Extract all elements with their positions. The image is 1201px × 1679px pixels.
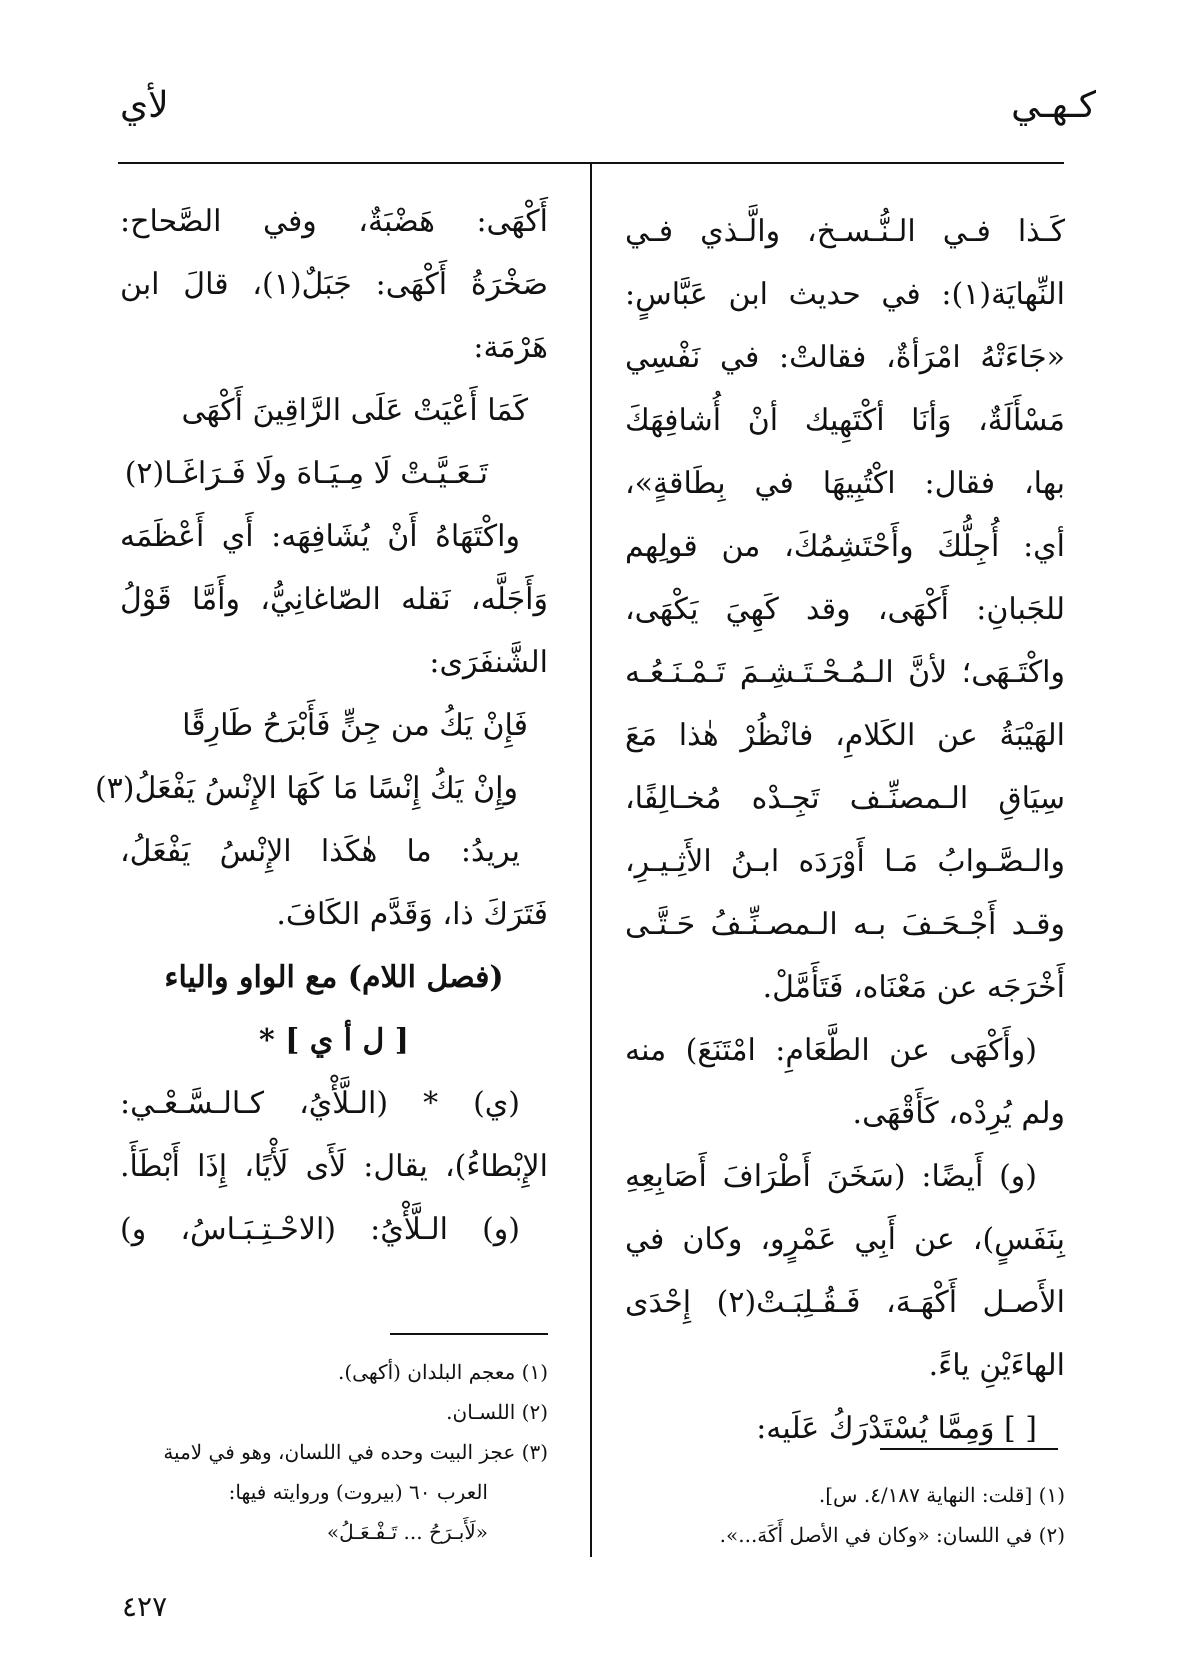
- footnote-rule: [390, 1333, 548, 1335]
- text-line: بِنَفَسٍ)، عن أَبِي عَمْرٍو، وكان في: [625, 1222, 1065, 1257]
- text-line: الشَّنفَرَى:: [429, 645, 548, 680]
- text-line: (وأَكْهَى عن الطَّعَامِ: امْتَنَعَ) منه: [625, 1033, 1037, 1068]
- text-line: أَكْهَى: هَضْبَةٌ، وفي الصَّحاح:: [120, 204, 548, 239]
- text-line: أي: أُجِلُّكَ وأَحْتَشِمُكَ، من قولِهم: [625, 529, 1065, 564]
- text-line: [ ] وَمِمَّا يُسْتَدْرَكُ عَلَيه:: [756, 1411, 1037, 1446]
- verse-hemistich: فَإِنْ يَكُ من جِنٍّ فَأَبْرَحُ طَارِقًا: [182, 708, 528, 743]
- section-title: (فصل اللام) مع الواو والياء: [164, 960, 504, 995]
- text-line: ولم يُرِدْه، كَأَقْهَى.: [852, 1096, 1065, 1131]
- text-line: هَرْمَة:: [473, 330, 548, 365]
- footnote: (٢) اللسـان.: [446, 1400, 548, 1424]
- footnote-continuation: «لَأَبـرَحُ ... تَـفْـعَـلُ»: [326, 1520, 488, 1544]
- page-number: ٤٢٧: [122, 1590, 168, 1623]
- text-line: بها، فقال: اكْتُبِيهَا في بِطَاقةٍ»،: [625, 466, 1065, 501]
- verse-hemistich: تَـعَـيَّـتْ لَا مِـيَـاهَ ولَا فَـرَاغَـا(٢): [124, 456, 488, 491]
- header-entry-word-left: لأي: [120, 85, 169, 126]
- verse-hemistich: كَمَا أَعْيَتْ عَلَى الرَّاقِينَ أَكْهَى: [181, 393, 528, 428]
- footnotes-right: [625, 1475, 1065, 1555]
- footnote: (٣) عجز البيت وحده في اللسان، وهو في لامية: [163, 1440, 548, 1464]
- verse-hemistich: وإِنْ يَكُ إِنْسًا مَا كَهَا الإِنْسُ يَفْعَلُ(٣): [94, 771, 518, 806]
- text-line: واكْتَـهَى؛ لأنَّ الـمُـحْـتَـشِـمَ تَـمْـنَـعُـه: [625, 655, 1065, 690]
- left-column: [94, 190, 548, 1261]
- text-line: الهَيْبَةُ عن الكَلامِ، فانْظُرْ هٰذا مَعَ: [625, 718, 1065, 753]
- footnote-rule: [880, 1448, 1058, 1450]
- text-line: الإِبْطاءُ)، يقال: لَأَى لَأْيًا، إِذَا أَبْطَأَ.: [120, 1149, 548, 1184]
- column-divider: [590, 162, 592, 1557]
- text-line: وَأَجَلَّه، نَقله الصّاغانِيُّ، وأَمَّا قَوْلُ: [120, 582, 548, 617]
- text-line: (و) الـلَّأْيُ: (الاحْـتِـبَـاسُ، و): [120, 1212, 520, 1247]
- header-entry-word: كـهـي: [1011, 85, 1096, 126]
- text-line: فَتَرَكَ ذا، وَقَدَّم الكَافَ.: [276, 897, 548, 932]
- text-line: واكْتَهَاهُ أَنْ يُشَافِهَه: أَي أَعْظَمَه: [120, 519, 520, 554]
- text-line: الهاءَيْنِ ياءً.: [928, 1348, 1065, 1383]
- text-line: (و) أَيضًا: (سَخَنَ أَطْرَافَ أَصَابِعِهِ: [625, 1159, 1037, 1194]
- text-line: أَخْرَجَه عن مَعْنَاه، فَتَأَمَّلْ.: [762, 970, 1065, 1005]
- root-title: [ ل أ ي ] *: [259, 1023, 409, 1058]
- text-line: (ي) * (الـلَّأْيُ، كـالـسَّـعْـي:: [120, 1086, 520, 1121]
- text-line: مَسْأَلَةٌ، وَأنَا أكْتَهِيك أنْ أُشافِهَكَ: [625, 403, 1065, 438]
- text-line: النِّهايَة(١): في حديث ابن عَبَّاسٍ:: [625, 277, 1065, 312]
- text-line: وقـد أَجْـحَـفَ بـه الـمصـنِّـفُ حَـتَّـى: [625, 907, 1065, 942]
- footnotes-left: [120, 1352, 548, 1552]
- text-line: والـصَّـوابُ مَـا أَوْرَدَه ابـنُ الأَثِـيـرِ،: [625, 844, 1065, 879]
- text-line: الأَصـل أَكْهَـهَ، فَـقُـلِبَـتْ(٢) إِحْدَى: [625, 1285, 1065, 1320]
- text-line: صَخْرَةُ أَكْهَى: جَبَلٌ(١)، قالَ ابن: [120, 267, 548, 302]
- text-line: يريدُ: ما هٰكَذا الإِنْسُ يَفْعَلُ،: [120, 834, 520, 869]
- text-line: «جَاءَتْهُ امْرَأةٌ، فقالتْ: في نَفْسِي: [625, 340, 1065, 375]
- footnote: (١) [قلت: النهاية ٤/١٨٧. س].: [818, 1483, 1065, 1507]
- text-line: للجَبانِ: أَكْهَى، وقد كَهِيَ يَكْهَى،: [625, 592, 1065, 627]
- footnote-continuation: العرب ٦٠ (بيروت) وروايته فيها:: [228, 1480, 488, 1504]
- text-line: كَـذا فـي الـنُّـسـخ، والَّـذي فـي: [625, 214, 1065, 249]
- right-column: [625, 200, 1065, 1460]
- text-line: سِيَاقِ الـمصنِّـف تَجِـدْه مُخـالِفًا،: [625, 781, 1065, 816]
- footnote: (١) معجم البلدان (أكهى).: [338, 1360, 548, 1384]
- footnote: (٢) في اللسان: «وكان في الأصل أَكَهَ...».: [719, 1523, 1065, 1547]
